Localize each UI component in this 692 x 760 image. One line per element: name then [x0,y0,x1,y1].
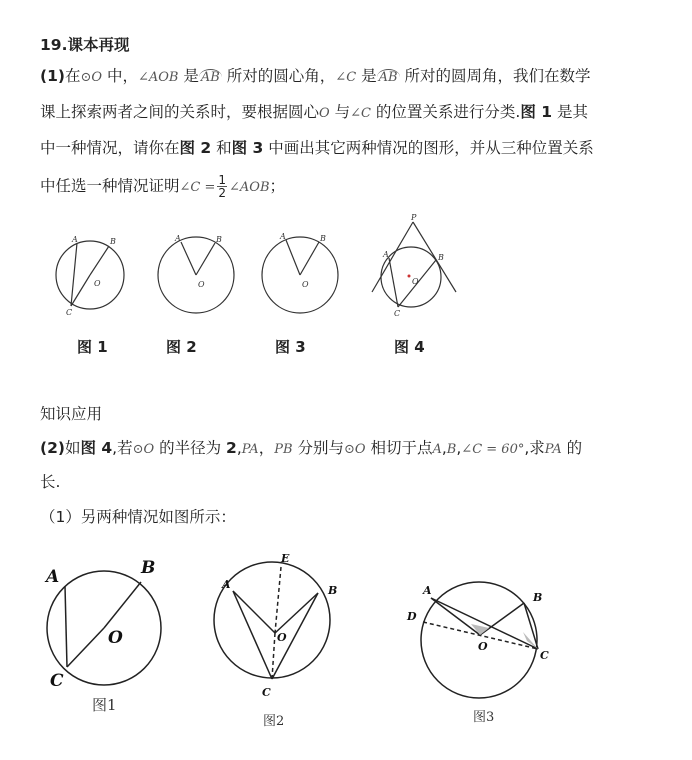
answer-fig3-caption: 图3 [473,710,495,725]
label-b: B [216,235,222,244]
label-c: C [540,649,549,662]
text: ,若 [112,439,133,457]
label-b: B [141,558,156,578]
text: 的位置关系进行分类. [370,103,521,121]
part2-line2: 长. [40,473,61,491]
text: 中画出其它两种情况的图形，并从三种位置关系 [263,139,594,157]
label-b: B [438,253,444,262]
label-c: C [50,671,64,691]
text: 和 [211,139,232,157]
label-b: B [110,237,116,246]
label-o: O [94,279,101,288]
ref-fig3: 图 3 [231,139,264,157]
label-o: O [302,280,309,289]
label-d: D [407,610,417,623]
label-b: B [328,584,338,597]
text: 在 [64,67,81,85]
angle-aob: ∠AOB [137,70,179,85]
label-o: O [198,280,205,289]
point-b: B [446,442,457,457]
text: ， [258,439,275,457]
label-o: O [478,640,488,653]
text: 的 [561,439,583,457]
segment-pb: PB [274,442,293,457]
circle-o-symbol: ⊙O [80,70,103,85]
label-a: A [280,232,286,241]
small-fig3 [262,237,338,313]
denominator: 2 [218,186,227,200]
text: 与 [329,103,351,121]
label-a: A [46,567,60,587]
segment-pa: PA [241,442,259,457]
label-a: A [222,578,231,591]
text: 是 [178,67,199,85]
text: 中， [102,67,138,85]
label-b: B [533,591,543,604]
circle-o-symbol-2: ⊙O [343,442,366,457]
arc-ab-2: AB [378,70,398,85]
label-e: E [281,552,290,565]
text: 所对的圆心角， [221,67,336,85]
text: ； [269,177,286,195]
part2-number: (2) [40,439,65,457]
label-a: A [175,234,181,243]
part1-number: (1) [40,67,65,85]
part2-line1 [40,436,582,458]
circle-o-symbol: ⊙O [132,442,155,457]
equation-right: ∠AOB [229,180,270,195]
section-heading: 知识应用 [40,405,103,423]
point-a: A [432,442,442,457]
text: 是 [356,67,377,85]
text: 如 [64,439,81,457]
equation-left: ∠C = [179,180,216,195]
text: 中一种情况，请你在 [40,139,180,157]
arc-ab: AB [200,70,220,85]
label-a: A [423,584,432,597]
label-o: O [108,628,123,648]
label-b: B [320,234,326,243]
text: 中任选一种情况证明 [40,177,180,195]
center-o: O [319,106,330,121]
label-c: C [262,686,271,699]
label-a: A [383,250,389,259]
answer-fig2 [214,562,330,679]
text: 是其 [552,103,588,121]
numerator: 1 [218,173,227,187]
small-fig1-caption: 图 1 [77,338,108,356]
answer-fig2-caption: 图2 [263,714,285,729]
text: 课上探索两者之间的关系时，要根据圆心 [40,103,320,121]
text: 相切于点 [365,439,433,457]
text: , [456,439,462,457]
label-a: A [72,235,78,244]
segment-pa-2: PA [544,442,562,457]
text: , [441,439,447,457]
label-o: O [412,277,419,286]
answer-fig1-labels [44,558,155,691]
small-fig2-caption: 图 2 [166,338,197,356]
label-c: C [66,308,73,317]
label-o: O [277,631,287,644]
answer-fig1-caption: 图1 [92,696,117,714]
text: 的半径为 [154,439,227,457]
text: 分别与 [292,439,344,457]
label-c: C [394,309,401,318]
label-p: P [411,213,417,222]
problem-title: 19.课本再现 [40,36,130,54]
answer-intro: （1）另两种情况如图所示： [40,508,236,526]
text: ,求 [524,439,545,457]
answer-fig3-labels [406,584,549,662]
text: 所对的圆周角，我们在数学 [399,67,591,85]
small-fig2 [158,237,234,313]
angle-c: ∠C [335,70,357,85]
angle-c-value: ∠C = 60° [461,442,525,457]
ref-fig4: 图 4 [80,439,113,457]
ref-fig1: 图 1 [520,103,553,121]
angle-c-2: ∠C [350,106,371,121]
small-fig1 [56,241,124,309]
radius-value: 2 [226,439,237,457]
answer-fig1 [47,571,161,685]
small-fig4 [372,222,456,307]
ref-fig2: 图 2 [179,139,212,157]
text: , [236,439,242,457]
small-fig3-caption: 图 3 [275,338,306,356]
small-fig4-caption: 图 4 [394,338,425,356]
